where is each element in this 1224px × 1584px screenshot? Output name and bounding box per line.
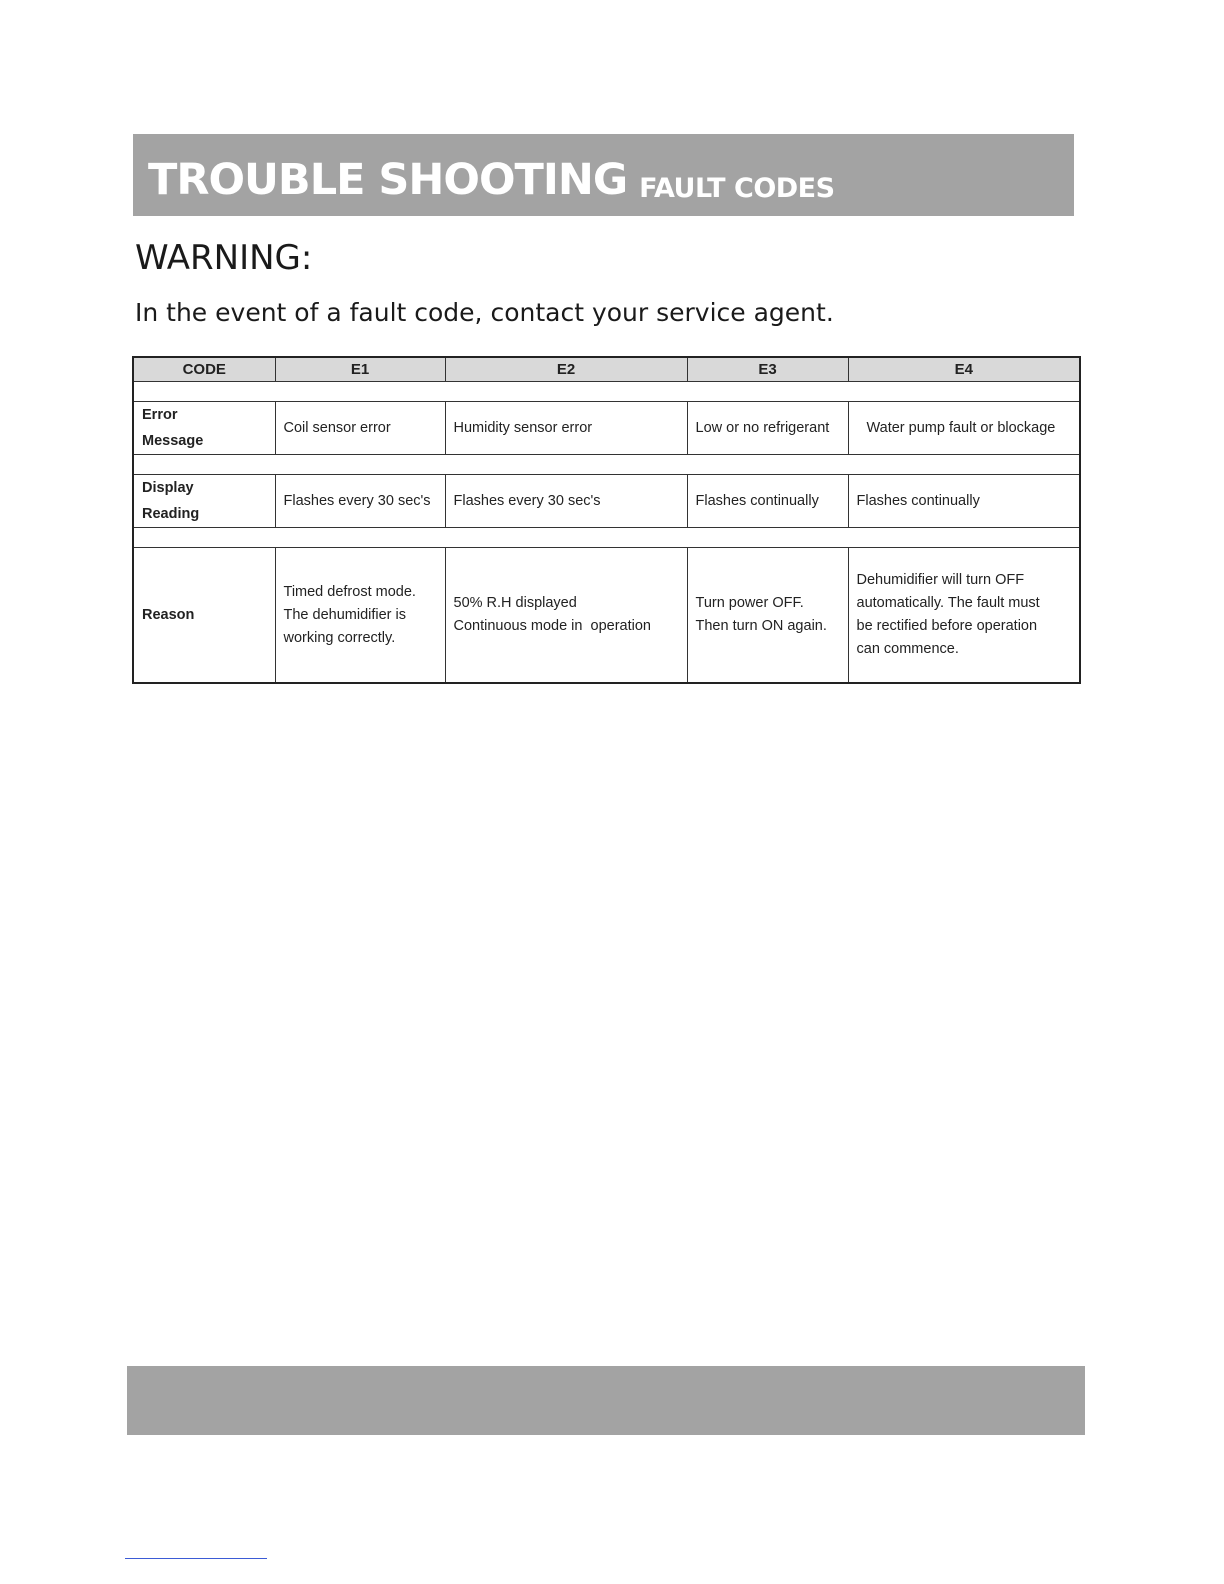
table-cell [848,402,1080,455]
cell-text: Flashes every 30 sec's [453,493,601,509]
table-cell [687,475,848,528]
row-label-line: Message [142,433,204,449]
cell-line: Then turn ON again. [695,618,827,634]
column-header-code: CODE [133,357,275,382]
cell-line: working correctly. [283,629,396,646]
row-label-line: Reason [142,607,195,623]
cell-text: Flashes continually [856,493,980,509]
table-row-error-message [133,402,1080,455]
cell-text: Low or no refrigerant [695,420,830,436]
cell-line: be rectified before operation [856,618,1038,634]
cell-line: The dehumidifier is [283,606,406,623]
row-label-error-message [133,402,275,455]
spacer-cell [133,382,1080,402]
warning-heading: WARNING: [135,238,313,278]
table-spacer-row [133,455,1080,475]
table-cell [445,402,687,455]
spacer-cell [133,455,1080,475]
column-header-e4: E4 [848,357,1080,382]
table-cell [848,548,1080,684]
table-cell [848,475,1080,528]
table-cell [687,548,848,684]
table-cell [445,475,687,528]
cell-line: Dehumidifier will turn OFF [856,572,1025,588]
column-header-e3: E3 [687,357,848,382]
fault-code-table [132,356,1081,684]
title-bar [133,134,1074,216]
table-row-display-reading [133,475,1080,528]
table-cell [445,548,687,684]
column-header-e1: E1 [275,357,445,382]
table-spacer-row [133,382,1080,402]
footer-bar [127,1366,1085,1435]
column-header-e2: E2 [445,357,687,382]
cell-line: Turn power OFF. [695,595,804,611]
cell-text: Water pump fault or blockage [866,420,1056,436]
table-cell [275,402,445,455]
row-label-reason [133,548,275,684]
cell-line: Timed defrost mode. [283,583,416,600]
cell-text: Flashes every 30 sec's [283,493,431,509]
page-title: TROUBLE SHOOTING [148,155,628,205]
table-spacer-row [133,528,1080,548]
table-cell [275,548,445,684]
table-row-reason [133,548,1080,684]
cell-line: can commence. [856,641,959,657]
table-header-row [133,357,1080,382]
spacer-cell [133,528,1080,548]
row-label-display-reading [133,475,275,528]
cell-line: Continuous mode in operation [453,618,651,634]
row-label-line: Error [142,407,178,423]
table-cell [275,475,445,528]
cell-text: Flashes continually [695,493,819,509]
cell-text: Humidity sensor error [453,420,593,436]
footer-divider [125,1558,267,1559]
row-label-line: Display [142,480,194,496]
row-label-line: Reading [142,506,200,522]
cell-line: automatically. The fault must [856,595,1040,611]
page-subtitle: FAULT CODES [639,173,835,204]
cell-text: Coil sensor error [283,420,391,436]
warning-text: In the event of a fault code, contact your service agent. [135,298,834,327]
table-cell [687,402,848,455]
cell-line: 50% R.H displayed [453,595,577,611]
